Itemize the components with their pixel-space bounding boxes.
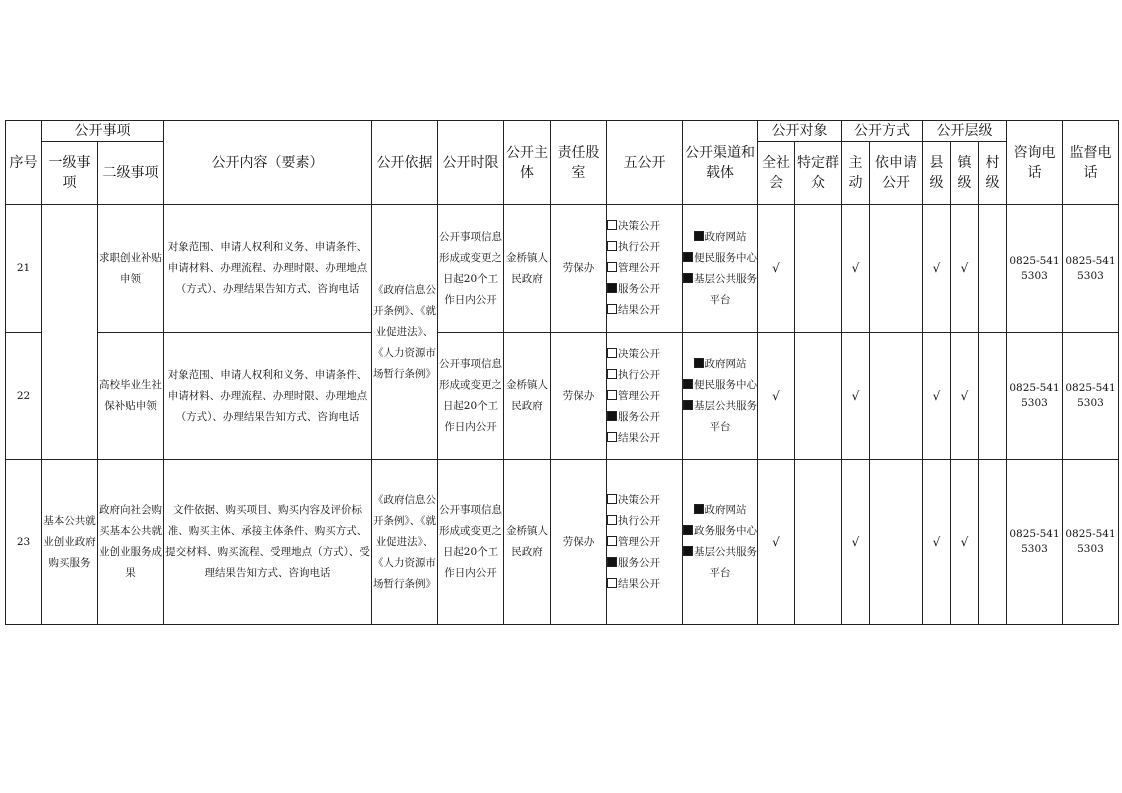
- channel-item: 政府网站: [683, 227, 757, 248]
- row-level-town: √: [951, 205, 979, 333]
- filled-square-icon: [694, 504, 704, 514]
- five-open-item: 决策公开: [607, 216, 682, 237]
- row-target-all: √: [758, 205, 795, 333]
- row-channels: [683, 333, 758, 460]
- filled-square-icon: [694, 358, 704, 368]
- five-open-item: 结果公开: [607, 428, 682, 449]
- checkbox-icon: [607, 220, 617, 230]
- channel-item: 基层公共服务平台: [683, 269, 757, 311]
- row-five-open: [607, 205, 683, 333]
- checkbox-icon: [607, 432, 617, 442]
- five-open-item: 管理公开: [607, 258, 682, 279]
- filled-square-icon: [683, 379, 693, 389]
- row-time-limit: 公开事项信息形成或变更之日起20个工作日内公开: [438, 460, 504, 625]
- checkbox-icon: [607, 241, 617, 251]
- row-supervise-phone: 0825-5415303: [1063, 333, 1119, 460]
- filled-square-icon: [683, 525, 693, 535]
- row-time-limit: 公开事项信息形成或变更之日起20个工作日内公开: [438, 333, 504, 460]
- channel-item: 政府网站: [683, 500, 757, 521]
- header-consult-phone: 咨询电话: [1007, 121, 1063, 205]
- table-row: [6, 460, 1119, 625]
- five-open-item: 结果公开: [607, 574, 682, 595]
- checkbox-filled-icon: [607, 283, 617, 293]
- row-channels: [683, 205, 758, 333]
- checkbox-filled-icon: [607, 411, 617, 421]
- row-office: 劳保办: [551, 205, 607, 333]
- row-supervise-phone: 0825-5415303: [1063, 205, 1119, 333]
- row-target-specific: [795, 205, 842, 333]
- checkbox-icon: [607, 578, 617, 588]
- row-mode-apply: [870, 333, 923, 460]
- five-open-item: 决策公开: [607, 490, 682, 511]
- row-five-open: [607, 333, 683, 460]
- header-mode-group: 公开方式: [842, 121, 923, 142]
- row-level-village: [979, 460, 1007, 625]
- row-time-limit: 公开事项信息形成或变更之日起20个工作日内公开: [438, 205, 504, 333]
- channel-item: 政府网站: [683, 354, 757, 375]
- checkbox-icon: [607, 536, 617, 546]
- header-basis: 公开依据: [372, 121, 438, 205]
- row-mode-active: √: [842, 205, 870, 333]
- row-level-county: √: [923, 460, 951, 625]
- header-level1: 一级事项: [42, 142, 98, 205]
- row-subject: 金桥镇人民政府: [504, 205, 551, 333]
- row-five-open: [607, 460, 683, 625]
- header-mode-active: 主动: [842, 142, 870, 205]
- row-target-specific: [795, 333, 842, 460]
- five-open-item: 服务公开: [607, 407, 682, 428]
- header-channel: 公开渠道和载体: [683, 121, 758, 205]
- header-subject: 公开主体: [504, 121, 551, 205]
- checkbox-icon: [607, 390, 617, 400]
- row-subject: 金桥镇人民政府: [504, 460, 551, 625]
- row-level-county: √: [923, 205, 951, 333]
- channel-item: 基层公共服务平台: [683, 542, 757, 584]
- row-content: 对象范围、申请人权利和义务、申请条件、申请材料、办理流程、办理时限、办理地点（方式）、办理结果告知方式、咨询电话: [164, 205, 372, 333]
- header-target-specific: 特定群众: [795, 142, 842, 205]
- row-office: 劳保办: [551, 333, 607, 460]
- row-seq: 22: [6, 333, 42, 460]
- channel-item: 便民服务中心: [683, 248, 757, 269]
- row-level1: 基本公共就业创业政府购买服务: [42, 460, 98, 625]
- channel-item: 政务服务中心: [683, 521, 757, 542]
- checkbox-icon: [607, 369, 617, 379]
- row-target-specific: [795, 460, 842, 625]
- header-content: 公开内容（要素）: [164, 121, 372, 205]
- row-basis: 《政府信息公开条例》、《就业促进法》、《人力资源市场暂行条例》: [372, 460, 438, 625]
- checkbox-icon: [607, 515, 617, 525]
- row-level2: 政府向社会购买基本公共就业创业服务成果: [98, 460, 164, 625]
- five-open-item: 执行公开: [607, 511, 682, 532]
- header-supervise-phone: 监督电话: [1063, 121, 1119, 205]
- header-items-group: 公开事项: [42, 121, 164, 142]
- five-open-item: 执行公开: [607, 365, 682, 386]
- checkbox-icon: [607, 494, 617, 504]
- header-seq: 序号: [6, 121, 42, 205]
- filled-square-icon: [694, 231, 704, 241]
- row-mode-apply: [870, 205, 923, 333]
- row-basis: 《政府信息公开条例》、《就业促进法》、《人力资源市场暂行条例》: [372, 205, 438, 460]
- row-level-village: [979, 205, 1007, 333]
- row-content: 文件依据、购买项目、购买内容及评价标准、购买主体、承接主体条件、购买方式、提交材料、购买流程、受理地点（方式）、受理结果告知方式、咨询电话: [164, 460, 372, 625]
- channel-item: 基层公共服务平台: [683, 396, 757, 438]
- five-open-item: 结果公开: [607, 300, 682, 321]
- filled-square-icon: [683, 400, 693, 410]
- row-level-county: √: [923, 333, 951, 460]
- header-five-open: 五公开: [607, 121, 683, 205]
- five-open-item: 管理公开: [607, 532, 682, 553]
- table-row: [6, 333, 1119, 460]
- header-level2: 二级事项: [98, 142, 164, 205]
- row-level-town: √: [951, 333, 979, 460]
- row-level-town: √: [951, 460, 979, 625]
- row-level-village: [979, 333, 1007, 460]
- five-open-item: 管理公开: [607, 386, 682, 407]
- table-row: [6, 205, 1119, 333]
- row-mode-active: √: [842, 333, 870, 460]
- header-level-village: 村级: [979, 142, 1007, 205]
- header-level-town: 镇级: [951, 142, 979, 205]
- row-target-all: √: [758, 460, 795, 625]
- row-subject: 金桥镇人民政府: [504, 333, 551, 460]
- filled-square-icon: [683, 546, 693, 556]
- header-target-group: 公开对象: [758, 121, 842, 142]
- row-seq: 23: [6, 460, 42, 625]
- row-mode-active: √: [842, 460, 870, 625]
- checkbox-icon: [607, 262, 617, 272]
- row-mode-apply: [870, 460, 923, 625]
- five-open-item: 服务公开: [607, 553, 682, 574]
- row-channels: [683, 460, 758, 625]
- disclosure-table: [5, 120, 1119, 625]
- header-target-all: 全社会: [758, 142, 795, 205]
- header-level-group: 公开层级: [923, 121, 1007, 142]
- row-seq: 21: [6, 205, 42, 333]
- checkbox-filled-icon: [607, 557, 617, 567]
- row-consult-phone: 0825-5415303: [1007, 205, 1063, 333]
- channel-item: 便民服务中心: [683, 375, 757, 396]
- row-supervise-phone: 0825-5415303: [1063, 460, 1119, 625]
- five-open-item: 服务公开: [607, 279, 682, 300]
- five-open-item: 执行公开: [607, 237, 682, 258]
- header-mode-apply: 依申请公开: [870, 142, 923, 205]
- row-level1: [42, 205, 98, 460]
- row-consult-phone: 0825-5415303: [1007, 460, 1063, 625]
- row-level2: 求职创业补贴申领: [98, 205, 164, 333]
- filled-square-icon: [683, 252, 693, 262]
- header-office: 责任股室: [551, 121, 607, 205]
- header-time-limit: 公开时限: [438, 121, 504, 205]
- header-level-county: 县级: [923, 142, 951, 205]
- row-level2: 高校毕业生社保补贴申领: [98, 333, 164, 460]
- five-open-item: 决策公开: [607, 344, 682, 365]
- row-content: 对象范围、申请人权利和义务、申请条件、申请材料、办理流程、办理时限、办理地点（方式）、办理结果告知方式、咨询电话: [164, 333, 372, 460]
- row-target-all: √: [758, 333, 795, 460]
- filled-square-icon: [683, 273, 693, 283]
- row-office: 劳保办: [551, 460, 607, 625]
- row-consult-phone: 0825-5415303: [1007, 333, 1063, 460]
- checkbox-icon: [607, 348, 617, 358]
- checkbox-icon: [607, 304, 617, 314]
